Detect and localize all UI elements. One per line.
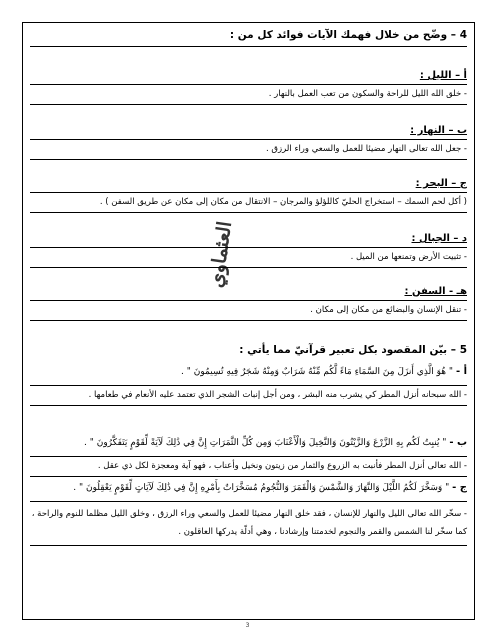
section-night-answer: - خلق الله الليل للراحة والسكون من تعب العمل بالنهار . bbox=[268, 89, 467, 99]
verse-b-explanation: - الله تعالى أنزل المطر فأنبت به الزروع والثمار من زيتون ونخيل وأعناب ، فهو آية ومعجزة لكل ذي عقل . bbox=[97, 461, 467, 471]
author-stamp: العثماوي bbox=[205, 219, 237, 290]
verse-a-label: أ - bbox=[455, 366, 467, 377]
verse-c-explanation: - سخّر الله تعالى الليل والنهار للإنسان ، فقد خلق النهار مضيئا للعمل والسعي وراء الرزق ، وخلق الليل مظلما للنوم والراحة ، كما سخّر لنا الشمس والقمر والنجوم لخدمتنا وإرشادنا ، وهي أدلّة يدركها العاقلون . bbox=[31, 509, 467, 537]
verse-a-explanation: - الله سبحانه أنزل المطر كي يشرب منه البشر ، ومن أجل إنبات الشجر الذي تعتمد عليه الأنعام في طعامها . bbox=[88, 390, 467, 400]
verse-c-text: " وَسَخَّرَ لَكُمُ اللَّيْلَ وَالنَّهَارَ وَالشَّمْسَ وَالْقَمَرَ وَالنُّجُومُ مُسَخَّرَاتٌ بِأَمْرِهِ إِنَّ فِي ذَٰلِكَ لَآيَاتٍ لِّقَوْمٍ يَعْقِلُونَ " . bbox=[73, 483, 450, 493]
section-mountains-answer-box bbox=[30, 247, 467, 268]
section-sea bbox=[30, 171, 467, 213]
section-ships-title: هـ - السفن : bbox=[404, 286, 467, 297]
divider bbox=[30, 46, 467, 47]
section-ships-answer-box bbox=[30, 300, 467, 321]
page-content bbox=[30, 24, 467, 546]
verse-b-label: ب - bbox=[449, 437, 467, 448]
verse-a-explanation-box bbox=[30, 385, 467, 406]
section-mountains-title: د – الجبال : bbox=[411, 233, 467, 244]
section-mountains-answer: - تثبيت الأرض وتمنعها من الميل . bbox=[350, 252, 467, 262]
page-number: 3 bbox=[245, 622, 250, 629]
verse-b-explanation-box bbox=[30, 456, 467, 477]
verse-item-a bbox=[30, 365, 467, 406]
section-ships-answer: - تنقل الإنسان والبضائع من مكان إلى مكان . bbox=[310, 305, 467, 315]
section-day-answer: - جعل الله تعالى النهار مضيئا للعمل والسعي وراء الرزق . bbox=[266, 144, 467, 154]
question-5-heading: 5 – بيّن المقصود بكل تعبير قرآنيّ مما يأتي : bbox=[239, 344, 467, 356]
section-night-title: أ – الليل : bbox=[419, 70, 467, 81]
verse-c bbox=[30, 481, 467, 495]
section-ships bbox=[30, 279, 467, 321]
section-mountains bbox=[30, 226, 467, 268]
section-day-title: ب – النهار : bbox=[410, 125, 467, 136]
section-sea-answer-box bbox=[30, 192, 467, 213]
verse-b-text: " يُنبِتُ لَكُم بِهِ الزَّرْعَ وَالزَّيْتُونَ وَالنَّخِيلَ وَالْأَعْنَابَ وَمِن كُلِّ الثَّمَرَاتِ إِنَّ فِي ذَٰلِكَ لَآيَةً لِّقَوْمٍ يَتَفَكَّرُونَ " . bbox=[83, 438, 447, 448]
section-night-answer-box bbox=[30, 84, 467, 105]
question-4-heading: 4 – وضّح من خلال فهمك الآيات فوائد كل من : bbox=[229, 29, 467, 41]
verse-c-explanation-box bbox=[30, 501, 467, 546]
section-day-answer-box bbox=[30, 139, 467, 160]
verse-item-b bbox=[30, 436, 467, 477]
verse-b bbox=[30, 436, 467, 450]
verse-item-c bbox=[30, 481, 467, 546]
section-day bbox=[30, 118, 467, 160]
verse-a-text: " هُوَ الَّذِي أَنزَلَ مِنَ السَّمَاءِ مَاءً لَّكُم مِّنْهُ شَرَابٌ وَمِنْهُ شَجَرٌ فِيهِ تُسِيمُونَ " . bbox=[181, 367, 454, 377]
section-night bbox=[30, 63, 467, 105]
verse-a bbox=[30, 365, 467, 379]
section-sea-title: ج – البحر : bbox=[415, 178, 467, 189]
section-sea-answer: ( أكل لحم السمك – استخراج الحليّ كاللؤلؤ والمرجان – الانتقال من مكان إلى مكان عن طريق السفن ) . bbox=[99, 197, 467, 207]
verse-c-label: ج - bbox=[452, 482, 467, 493]
